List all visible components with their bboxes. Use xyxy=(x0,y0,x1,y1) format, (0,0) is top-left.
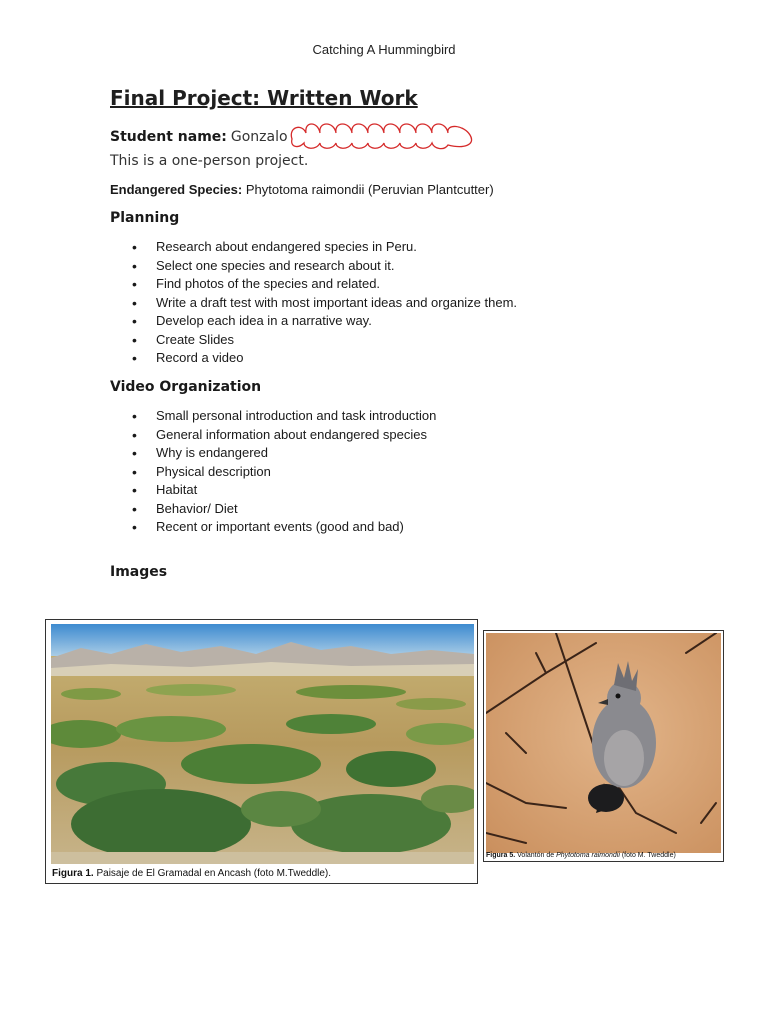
page-title: Final Project: Written Work xyxy=(110,86,418,110)
list-item: • Recent or important events (good and bad) xyxy=(132,518,436,537)
list-item: • Write a draft test with most important ideas and organize them. xyxy=(132,294,517,313)
list-item: • Record a video xyxy=(132,349,517,368)
planning-heading: Planning xyxy=(110,210,180,226)
list-item: • Select one species and research about it. xyxy=(132,257,517,276)
list-item: • Behavior/ Diet xyxy=(132,500,436,519)
list-item: • Physical description xyxy=(132,463,436,482)
list-item: • Create Slides xyxy=(132,331,517,350)
figure-5-caption xyxy=(486,852,676,859)
project-note: This is a one-person project. xyxy=(110,153,309,169)
list-item: • Research about endangered species in Peru. xyxy=(132,238,517,257)
student-name-label: Student name: xyxy=(110,129,227,145)
figure-landscape xyxy=(45,619,478,884)
redaction-scribble xyxy=(288,121,476,151)
student-name-line xyxy=(110,123,476,151)
figure-5-text-post: (foto M. Tweddle) xyxy=(621,852,676,859)
figure-bird xyxy=(483,630,724,862)
species-value: Phytotoma raimondii (Peruvian Plantcutter) xyxy=(245,182,494,197)
figure-5-label: Figura 5. xyxy=(486,852,516,859)
figure-1-caption xyxy=(52,868,331,879)
list-item: • Habitat xyxy=(132,481,436,500)
page-header: Catching A Hummingbird xyxy=(312,42,456,57)
images-heading: Images xyxy=(110,564,168,580)
list-item: • Develop each idea in a narrative way. xyxy=(132,312,517,331)
list-item: • Why is endangered xyxy=(132,444,436,463)
species-label: Endangered Species: xyxy=(110,182,243,197)
list-item: • Small personal introduction and task introduction xyxy=(132,407,436,426)
species-line xyxy=(110,182,494,197)
bird-photo xyxy=(486,633,721,853)
figure-5-species: Phytotoma raimondii xyxy=(556,852,620,859)
landscape-photo xyxy=(51,624,474,864)
planning-list xyxy=(132,238,517,368)
list-item: • Find photos of the species and related. xyxy=(132,275,517,294)
list-item: • General information about endangered species xyxy=(132,426,436,445)
figure-1-label: Figura 1. xyxy=(52,868,94,879)
video-organization-list xyxy=(132,407,436,537)
video-organization-heading: Video Organization xyxy=(110,379,262,395)
figure-1-text: Paisaje de El Gramadal en Ancash (foto M.Tweddle). xyxy=(96,868,332,879)
figure-5-text-pre: Volantón de xyxy=(517,852,555,859)
student-name-value: Gonzalo xyxy=(230,129,288,145)
